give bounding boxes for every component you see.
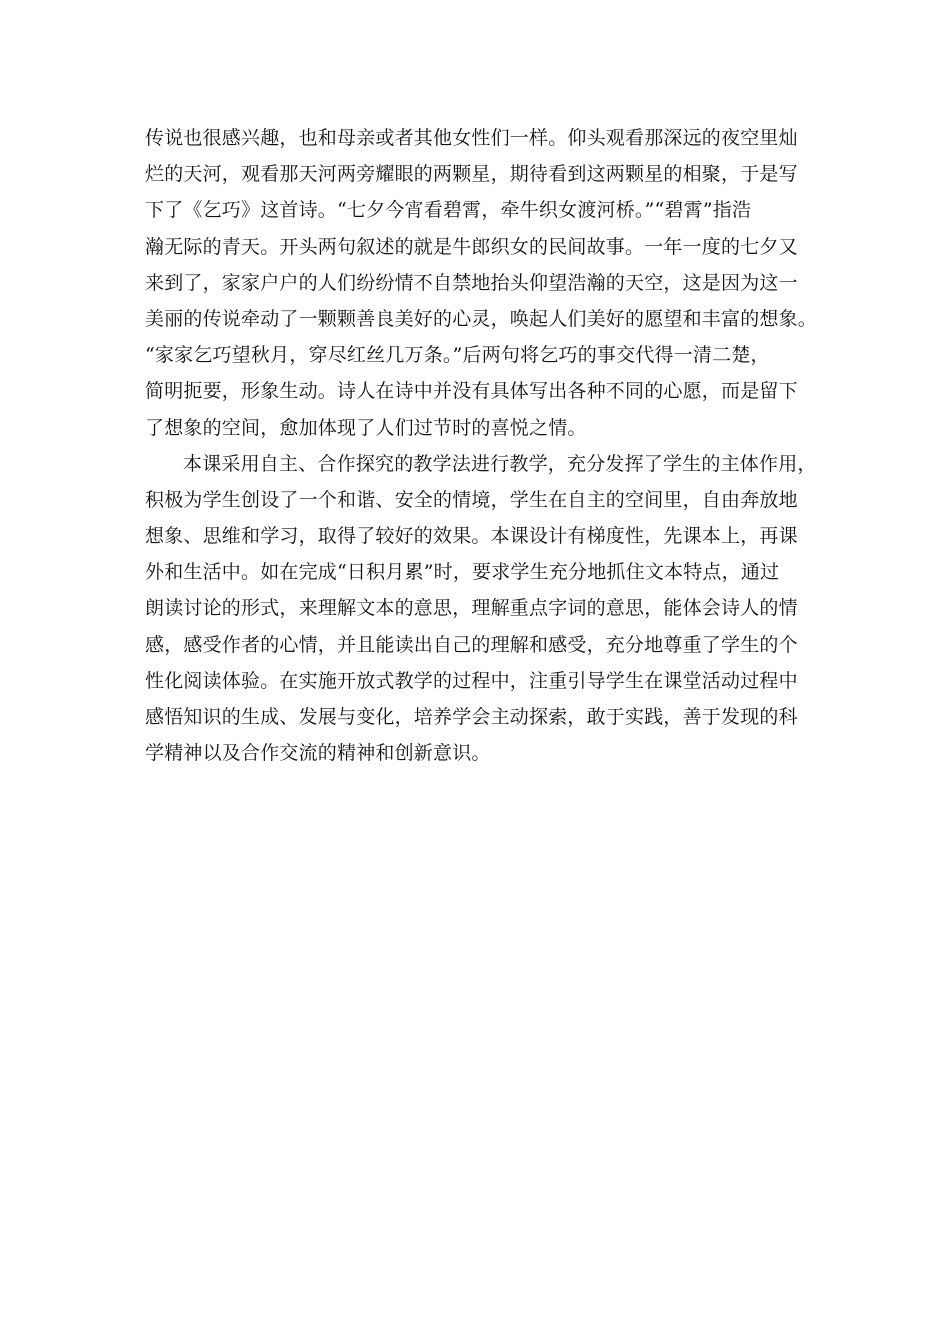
text-line: 传说也很感兴趣，也和母亲或者其他女性们一样。仰头观看那深远的夜空里灿 — [145, 127, 798, 149]
text-line: 瀚无际的青天。开头两句叙述的就是牛郎织女的民间故事。一年一度的七夕又 — [145, 235, 798, 258]
text-line: 学精神以及合作交流的精神和创新意识。 — [145, 742, 491, 765]
text-line: 积极为学生创设了一个和谐、安全的情境，学生在自主的空间里，自由奔放地 — [145, 488, 798, 511]
text-line: 来到了，家家户户的人们纷纷情不自禁地抬头仰望浩瀚的天空，这是因为这一 — [145, 271, 798, 294]
text-line: 简明扼要，形象生动。诗人在诗中并没有具体写出各种不同的心愿，而是留下 — [145, 380, 798, 403]
text-line: 感悟知识的生成、发展与变化，培养学会主动探索，敢于实践，善于发现的科 — [145, 706, 798, 728]
text-line-indented: 本课采用自主、合作探究的教学法进行教学，充分发挥了学生的主体作用， — [183, 452, 817, 475]
text-line: 美丽的传说牵动了一颗颗善良美好的心灵，唤起人们美好的愿望和丰富的想象。 — [145, 307, 818, 330]
text-line: 朗读讨论的形式，来理解文本的意思，理解重点字词的意思，能体会诗人的情 — [145, 597, 798, 620]
text-line: 感，感受作者的心情，并且能读出自己的理解和感受，充分地尊重了学生的个 — [145, 633, 798, 656]
text-line: 想象、思维和学习，取得了较好的效果。本课设计有梯度性，先课本上，再课 — [145, 525, 798, 548]
text-line: 了想象的空间，愈加体现了人们过节时的喜悦之情。 — [145, 416, 587, 439]
document-body — [145, 120, 818, 771]
text-line: “家家乞巧望秋月，穿尽红丝几万条。”后两句将乞巧的事交代得一清二楚， — [145, 344, 770, 367]
text-line: 性化阅读体验。在实施开放式教学的过程中，注重引导学生在课堂活动过程中 — [145, 669, 798, 692]
text-line: 外和生活中。如在完成“日积月累”时，要求学生充分地抓住文本特点，通过 — [145, 561, 780, 584]
text-line: 下了《乞巧》这首诗。“七夕今宵看碧霄，牵牛织女渡河桥。”“碧霄”指浩 — [145, 199, 752, 222]
paragraph-1 — [145, 120, 818, 446]
paragraph-2 — [145, 446, 815, 772]
text-line: 烂的天河，观看那天河两旁耀眼的两颗星，期待看到这两颗星的相聚，于是写 — [145, 163, 798, 186]
